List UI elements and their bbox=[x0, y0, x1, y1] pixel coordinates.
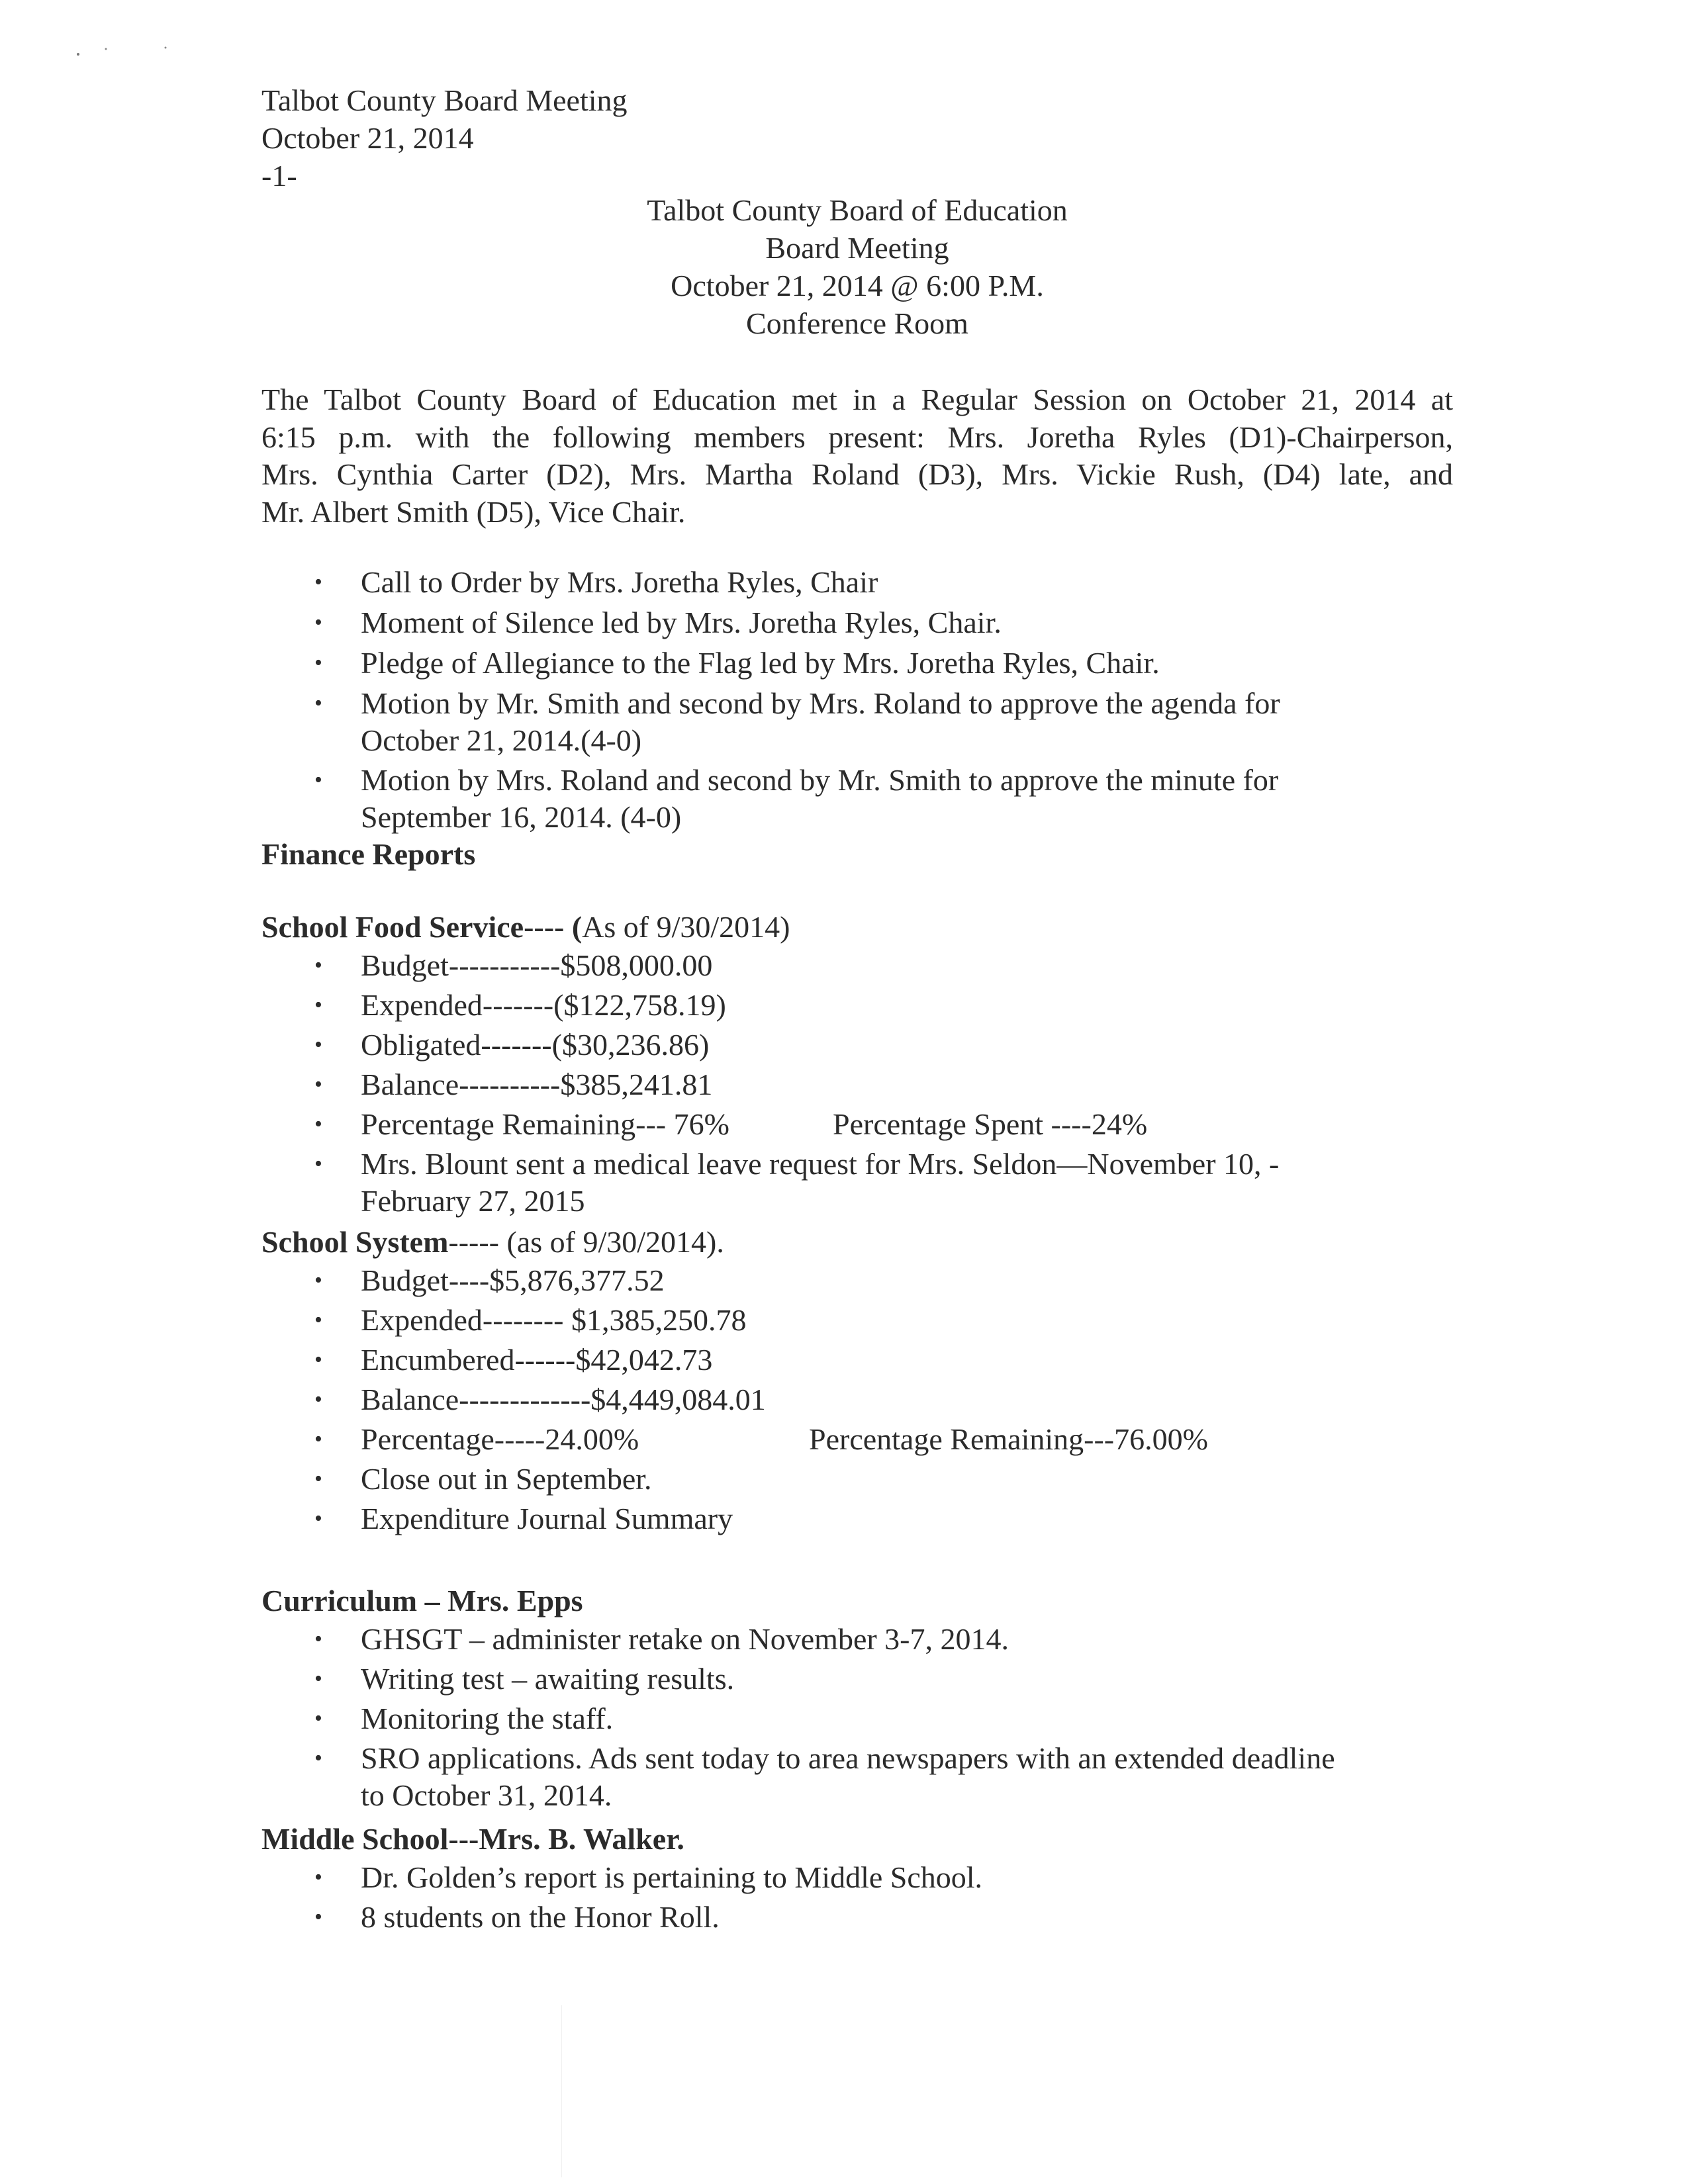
bullet-icon: • bbox=[314, 1865, 322, 1889]
system-percentage-remaining: Percentage Remaining---76.00% bbox=[809, 1422, 1208, 1456]
bullet-icon: • bbox=[314, 1666, 322, 1691]
list-item-text: Moment of Silence led by Mrs. Joretha Ryles, Chair. bbox=[361, 606, 1002, 639]
school-system-heading bbox=[261, 1224, 1493, 1262]
curriculum-list bbox=[261, 1621, 1493, 1814]
bullet-icon: • bbox=[314, 1308, 322, 1332]
running-head-date: October 21, 2014 bbox=[261, 121, 474, 155]
bullet-icon: • bbox=[314, 1467, 322, 1491]
list-item bbox=[261, 1026, 1493, 1066]
bullet-icon: • bbox=[314, 1905, 322, 1929]
bullet-icon: • bbox=[314, 1347, 322, 1372]
organization-name: Talbot County Board of Education bbox=[647, 193, 1068, 227]
list-item bbox=[261, 1621, 1493, 1661]
list-item-text: Monitoring the staff. bbox=[361, 1702, 614, 1735]
intro-line: Mr. Albert Smith (D5), Vice Chair. bbox=[261, 494, 686, 529]
intro-paragraph bbox=[261, 381, 1453, 531]
school-food-service-heading bbox=[261, 909, 1493, 947]
finance-reports-heading: Finance Reports bbox=[261, 837, 476, 871]
bullet-icon: • bbox=[314, 1072, 322, 1097]
bullet-icon: • bbox=[314, 691, 322, 715]
food-obligated: Obligated-------($30,236.86) bbox=[361, 1028, 710, 1062]
system-encumbered: Encumbered------$42,042.73 bbox=[361, 1343, 713, 1377]
list-item-text-continued: September 16, 2014. (4-0) bbox=[361, 800, 682, 834]
list-item-text-continued: October 21, 2014.(4-0) bbox=[361, 723, 642, 757]
school-food-service-section bbox=[261, 909, 1493, 1220]
system-percentage: Percentage-----24.00% bbox=[361, 1422, 639, 1456]
list-item bbox=[261, 1461, 1493, 1500]
food-percentages bbox=[361, 1106, 1493, 1143]
school-food-service-heading-bold: School Food Service---- ( bbox=[261, 910, 583, 944]
intro-line: 6:15 p.m. with the following members present: Mrs. Joretha Ryles (D1)-Chairperson, bbox=[261, 420, 1453, 454]
list-item-text: Motion by Mr. Smith and second by Mrs. Roland to approve the agenda for bbox=[361, 686, 1280, 720]
bullet-icon: • bbox=[314, 993, 322, 1017]
list-item bbox=[261, 1381, 1493, 1421]
running-head bbox=[261, 82, 1188, 195]
food-budget: Budget-----------$508,000.00 bbox=[361, 948, 713, 982]
list-item bbox=[261, 1700, 1493, 1740]
bullet-icon: • bbox=[314, 610, 322, 635]
school-system-section bbox=[261, 1224, 1493, 1540]
middle-school-heading: Middle School---Mrs. B. Walker. bbox=[261, 1822, 684, 1856]
food-percentage-remaining: Percentage Remaining--- 76% bbox=[361, 1107, 729, 1141]
list-item bbox=[261, 1500, 1493, 1540]
list-item bbox=[261, 1066, 1493, 1106]
list-item-text: SRO applications. Ads sent today to area newspapers with an extended deadline bbox=[361, 1741, 1335, 1775]
meeting-location: Conference Room bbox=[746, 306, 968, 340]
list-item bbox=[261, 604, 1493, 645]
list-item bbox=[261, 987, 1493, 1026]
bullet-icon: • bbox=[314, 1152, 322, 1176]
bullet-icon: • bbox=[314, 1268, 322, 1293]
list-item bbox=[261, 1421, 1493, 1461]
list-item bbox=[261, 1859, 1493, 1899]
school-system-list bbox=[261, 1262, 1493, 1540]
list-item-text: Call to Order by Mrs. Joretha Ryles, Chair bbox=[361, 565, 878, 599]
list-item bbox=[261, 1899, 1493, 1938]
system-budget: Budget----$5,876,377.52 bbox=[361, 1263, 665, 1297]
medical-leave-note-continued: February 27, 2015 bbox=[361, 1184, 585, 1218]
meeting-title-block bbox=[261, 192, 1453, 343]
list-item bbox=[261, 1302, 1493, 1342]
list-item bbox=[261, 564, 1493, 604]
list-item bbox=[261, 645, 1493, 685]
opening-items-list bbox=[261, 564, 1493, 836]
list-item bbox=[261, 1740, 1493, 1814]
list-item bbox=[261, 762, 1493, 836]
list-item-text: Pledge of Allegiance to the Flag led by Mrs. Joretha Ryles, Chair. bbox=[361, 646, 1160, 680]
expenditure-journal-note: Expenditure Journal Summary bbox=[361, 1502, 733, 1535]
system-balance: Balance-------------$4,449,084.01 bbox=[361, 1383, 766, 1416]
bullet-icon: • bbox=[314, 570, 322, 594]
scan-artifact-line bbox=[561, 2005, 562, 2177]
system-percentages bbox=[361, 1421, 1493, 1458]
system-expended: Expended-------- $1,385,250.78 bbox=[361, 1303, 747, 1337]
meeting-type: Board Meeting bbox=[765, 231, 949, 265]
list-item bbox=[261, 1146, 1493, 1220]
list-item bbox=[261, 685, 1493, 762]
list-item bbox=[261, 1342, 1493, 1381]
middle-school-list bbox=[261, 1859, 1493, 1938]
scan-specks bbox=[66, 40, 199, 60]
bullet-icon: • bbox=[314, 1112, 322, 1136]
page-number: -1- bbox=[261, 159, 297, 193]
intro-line: The Talbot County Board of Education met in a Regular Session on October 21, 2014 at bbox=[261, 383, 1453, 416]
school-system-heading-bold: School System bbox=[261, 1225, 449, 1259]
school-system-heading-date: ----- (as of 9/30/2014). bbox=[448, 1225, 724, 1259]
list-item-text: 8 students on the Honor Roll. bbox=[361, 1900, 720, 1934]
bullet-icon: • bbox=[314, 651, 322, 675]
meeting-datetime: October 21, 2014 @ 6:00 P.M. bbox=[671, 269, 1044, 302]
running-head-title: Talbot County Board Meeting bbox=[261, 83, 628, 117]
bullet-icon: • bbox=[314, 1427, 322, 1451]
bullet-icon: • bbox=[314, 1387, 322, 1412]
medical-leave-note: Mrs. Blount sent a medical leave request for Mrs. Seldon—November 10, - bbox=[361, 1147, 1280, 1181]
bullet-icon: • bbox=[314, 1627, 322, 1651]
bullet-icon: • bbox=[314, 768, 322, 792]
list-item bbox=[261, 1661, 1493, 1700]
bullet-icon: • bbox=[314, 953, 322, 978]
curriculum-section bbox=[261, 1582, 1493, 1814]
bullet-icon: • bbox=[314, 1706, 322, 1731]
intro-line: Mrs. Cynthia Carter (D2), Mrs. Martha Roland (D3), Mrs. Vickie Rush, (D4) late, and bbox=[261, 457, 1453, 491]
opening-items-section bbox=[261, 564, 1493, 874]
food-percentage-spent: Percentage Spent ----24% bbox=[833, 1107, 1148, 1141]
food-expended: Expended-------($122,758.19) bbox=[361, 988, 726, 1022]
food-balance: Balance----------$385,241.81 bbox=[361, 1068, 713, 1101]
middle-school-section bbox=[261, 1821, 1493, 1938]
list-item-text-continued: to October 31, 2014. bbox=[361, 1778, 612, 1812]
list-item-text: Writing test – awaiting results. bbox=[361, 1662, 735, 1696]
list-item bbox=[261, 1262, 1493, 1302]
list-item bbox=[261, 947, 1493, 987]
school-food-service-list bbox=[261, 947, 1493, 1220]
close-out-note: Close out in September. bbox=[361, 1462, 652, 1496]
bullet-icon: • bbox=[314, 1746, 322, 1770]
bullet-icon: • bbox=[314, 1032, 322, 1057]
list-item-text: Motion by Mrs. Roland and second by Mr. Smith to approve the minute for bbox=[361, 763, 1279, 797]
curriculum-heading: Curriculum – Mrs. Epps bbox=[261, 1584, 583, 1617]
list-item bbox=[261, 1106, 1493, 1146]
list-item-text: Dr. Golden’s report is pertaining to Middle School. bbox=[361, 1860, 983, 1894]
school-food-service-heading-date: As of 9/30/2014) bbox=[582, 910, 790, 944]
bullet-icon: • bbox=[314, 1506, 322, 1531]
list-item-text: GHSGT – administer retake on November 3-7, 2014. bbox=[361, 1622, 1009, 1656]
